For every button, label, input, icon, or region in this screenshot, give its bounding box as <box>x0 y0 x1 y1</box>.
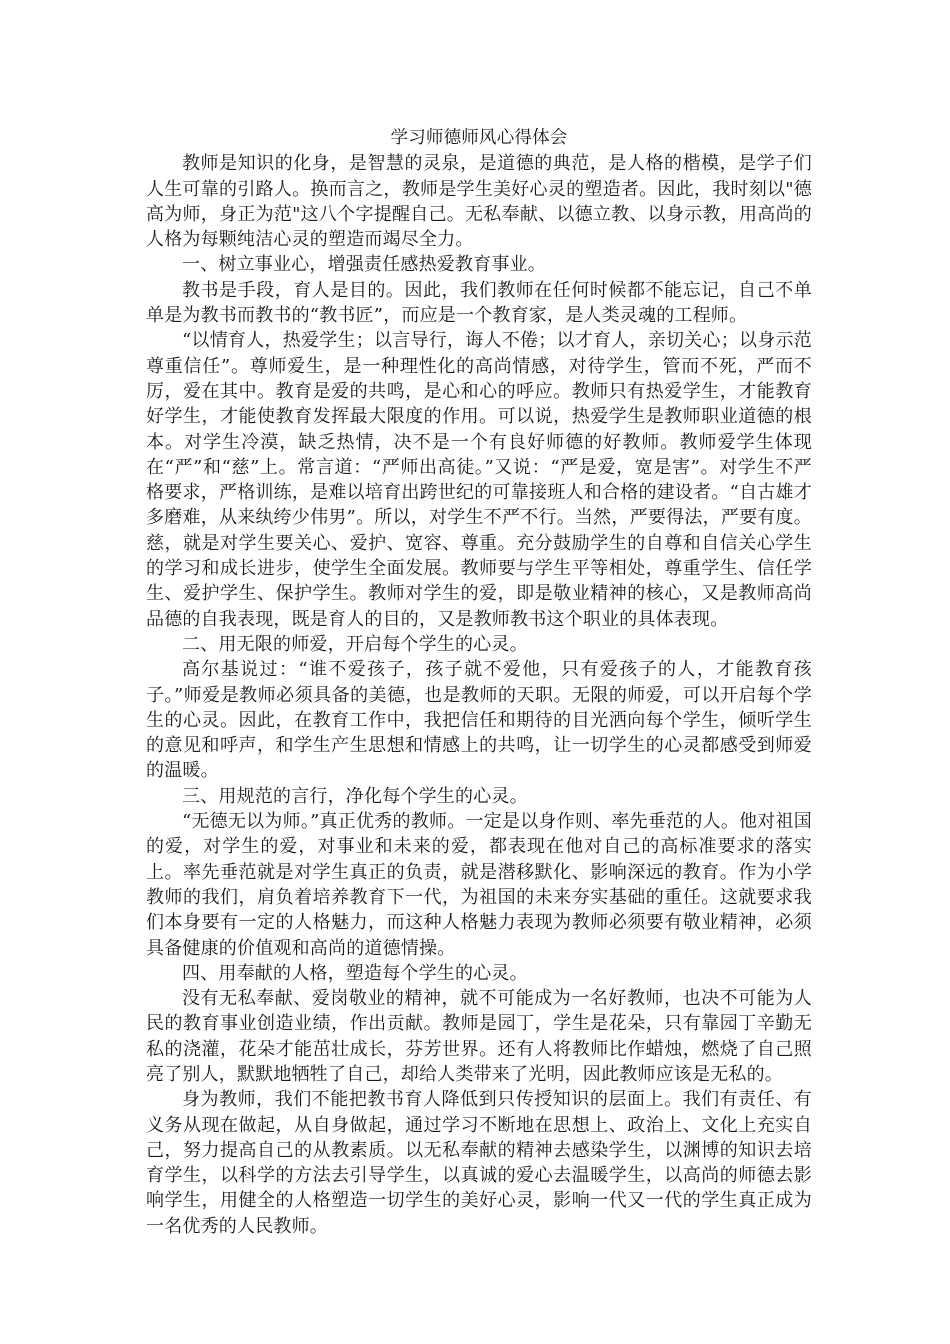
document-body <box>146 126 812 1239</box>
body-paragraph: 教书是手段，育人是目的。因此，我们教师在任何时候都不能忘记，自己不单单是为教书而教书的“教书匠”，而应是一个教育家，是人类灵魂的工程师。 <box>146 279 812 327</box>
intro-paragraph: 教师是知识的化身，是智慧的灵泉，是道德的典范，是人格的楷模，是学子们人生可靠的引路人。换而言之，教师是学生美好心灵的塑造者。因此，我时刻以"德高为师，身正为范"这八个字提醒自己。无私奉献、以德立教、以身示教，用高尚的人格为每颗纯洁心灵的塑造而竭尽全力。 <box>146 153 812 251</box>
document-title: 学习师德师风心得体会 <box>390 128 568 148</box>
body-paragraph: “以情育人，热爱学生；以言导行，诲人不倦；以才育人，亲切关心；以身示范尊重信任”。尊师爱生，是一种理性化的高尚情感，对待学生，管而不死，严而不厉，爱在其中。教育是爱的共鸣，是心和心的呼应。教师只有热爱学生，才能教育好学生，才能使教育发挥最大限度的作用。可以说，热爱学生是教师职业道德的根本。对学生冷漠，缺乏热情，决不是一个有良好师德的好教师。教师爱学生体现在“严”和“慈”上。常言道：“严师出高徒。”又说：“严是爱，宽是害”。对学生不严格要求，严格训练，是难以培育出跨世纪的可靠接班人和合格的建设者。“自古雄才多磨难，从来纨绔少伟男”。所以，对学生不严不行。当然，严要得法，严要有度。慈，就是对学生要关心、爱护、宽容、尊重。充分鼓励学生的自尊和自信关心学生的学习和成长进步，使学生全面发展。教师要与学生平等相处，尊重学生、信任学生、爱护学生、保护学生。教师对学生的爱，即是敬业精神的核心，又是教师高尚品德的自我表现，既是育人的目的，又是教师教书这个职业的具体表现。 <box>146 330 812 630</box>
section-heading-2: 二、用无限的师爱，开启每个学生的心灵。 <box>182 633 528 655</box>
section-heading-3: 三、用规范的言行，净化每个学生的心灵。 <box>182 785 528 807</box>
section-heading-1: 一、树立事业心，增强责任感热爱教育事业。 <box>182 254 546 276</box>
body-paragraph: 没有无私奉献、爱岗敬业的精神，就不可能成为一名好教师，也决不可能为人民的教育事业创造业绩，作出贡献。教师是园丁，学生是花朵，只有靠园丁辛勤无私的浇灌，花朵才能茁壮成长，芬芳世界。还有人将教师比作蜡烛，燃烧了自己照亮了别人，默默地牺牲了自己，却给人类带来了光明，因此教师应该是无私的。 <box>146 988 812 1085</box>
closing-paragraph: 身为教师，我们不能把教书育人降低到只传授知识的层面上。我们有责任、有义务从现在做起，从自身做起，通过学习不断地在思想上、政治上、文化上充实自己，努力提高自己的从教素质。以无私奉献的精神去感染学生，以渊博的知识去培育学生，以科学的方法去引导学生，以真诚的爱心去温暖学生，以高尚的师德去影响学生，用健全的人格塑造一切学生的美好心灵，影响一代又一代的学生真正成为一名优秀的人民教师。 <box>146 1089 812 1237</box>
section-heading-4: 四、用奉献的人格，塑造每个学生的心灵。 <box>182 962 528 984</box>
body-paragraph: “无德无以为师。”真正优秀的教师。一定是以身作则、率先垂范的人。他对祖国的爱，对学生的爱，对事业和未来的爱，都表现在他对自己的高标准要求的落实上。率先垂范就是对学生真正的负责，就是潜移默化、影响深远的教育。作为小学教师的我们，肩负着培养教育下一代，为祖国的未来夯实基础的重任。这就要求我们本身要有一定的人格魅力，而这种人格魅力表现为教师必须要有敬业精神，必须具备健康的价值观和高尚的道德情操。 <box>146 811 812 959</box>
body-paragraph: 高尔基说过：“谁不爱孩子，孩子就不爱他，只有爱孩子的人，才能教育孩子。”师爱是教师必须具备的美德，也是教师的天职。无限的师爱，可以开启每个学生的心灵。因此，在教育工作中，我把信任和期待的目光洒向每个学生，倾听学生的意见和呼声，和学生产生思想和情感上的共鸣，让一切学生的心灵都感受到师爱的温暖。 <box>146 659 812 782</box>
